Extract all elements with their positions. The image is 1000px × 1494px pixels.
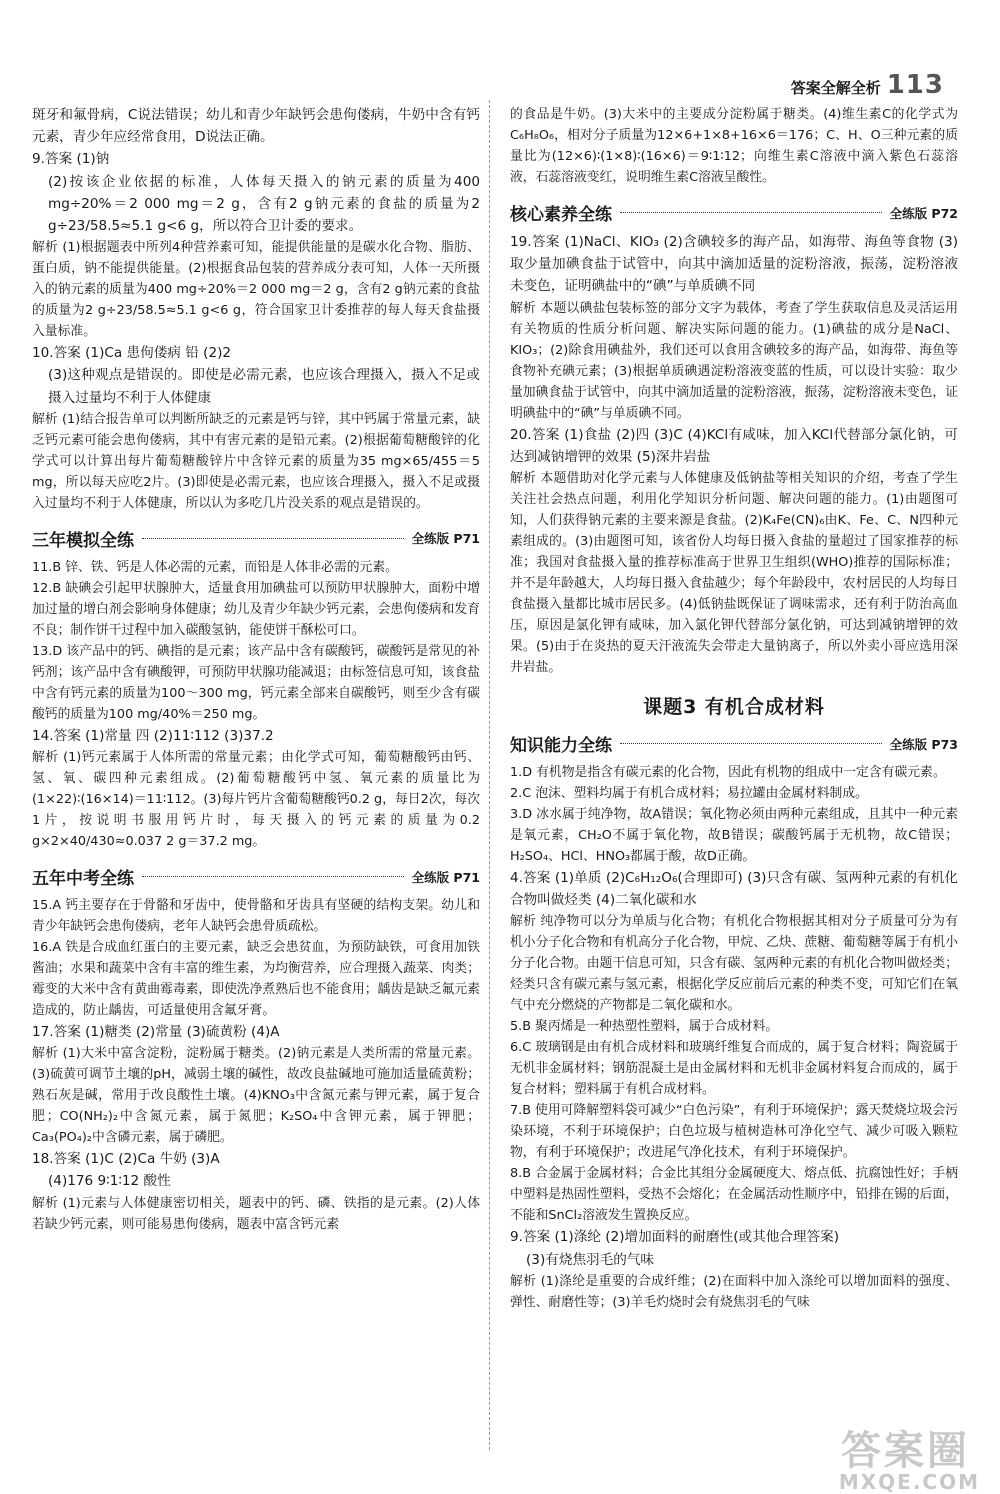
page-number: 113 xyxy=(886,70,944,100)
q11: 11.B 锌、铁、钙是人体必需的元素，而铅是人体非必需的元素。 xyxy=(32,559,398,575)
q17-explanation: 解析 (1)大米中富含淀粉，淀粉属于糖类。(2)钠元素是人类所需的常量元素。(3)硫黄可调节土壤的pH，减弱土壤的碱性，故改良盐碱地可施加适量硫黄粉；熟石灰是碱，常用于改良酸性土壤。(4)KNO₃中含氮元素与钾元素，属于复合肥；CO(NH₂)₂中含氮元素，属于氮肥；K₂SO₄中含钾元素，属于钾肥；Ca₃(PO₄)₂中含磷元素，属于磷肥。 xyxy=(32,1046,480,1146)
q14-explanation: 解析 (1)钙元素属于人体所需的常量元素；由化学式可知，葡萄糖酸钙由钙、氢、氧、碳四种元素组成。(2)葡萄糖酸钙中氢、氧元素的质量比为(1×22)∶(16×14)＝11∶112。(3)每片钙片含葡萄糖酸钙0.2 g，每日2次，每次1片，按说明书服用钙片时，每天摄入的钙元素的质量为0.2 g×2×40/430≈0.037 2 g＝37.2 mg。 xyxy=(32,750,480,850)
section-rule xyxy=(142,876,404,877)
q10-explanation: 解析 (1)结合报告单可以判断所缺乏的元素是钙与锌，其中钙属于常量元素，缺乏钙元素可能会患佝偻病，其中有害元素的是铅元素。(2)根据葡萄糖酸锌的化学式可以计算出每片葡萄糖酸锌片中含锌元素的质量为35 mg×65/455＝5 mg，所以每天应吃2片。(3)即使是必需元素，也应该合理摄入，摄入不足或摄入过量均不利于人体健康，所以认为多吃几片没关系的观点是错误的。 xyxy=(32,411,480,511)
q18-explanation-cont: 的食品是牛奶。(3)大米中的主要成分淀粉属于糖类。(4)维生素C的化学式为C₆H₈O₆，相对分子质量为12×6+1×8+16×6＝176；C、H、O三种元素的质量比为(12×6)∶(1×8)∶(16×6)＝9∶1∶12；向维生素C溶液中滴入紫色石蕊溶液，石蕊溶液变红，说明维生素C溶液呈酸性。 xyxy=(510,107,958,185)
q2: 2.C 泡沫、塑料均属于有机合成材料；易拉罐由金属材料制成。 xyxy=(510,786,868,802)
section-title: 三年模拟全练 xyxy=(32,530,134,551)
q9b-answer-3: (3)有烧焦羽毛的气味 xyxy=(526,1251,655,1268)
q9b-explanation: 解析 (1)涤纶是重要的合成纤维；(2)在面料中加入涤纶可以增加面料的强度、弹性、耐磨性等；(3)羊毛灼烧时会有烧焦羽毛的气味 xyxy=(510,1273,958,1310)
section-header xyxy=(32,526,480,551)
paragraph: 斑牙和氟骨病，C说法错误；幼儿和青少年缺钙会患佝偻病，牛奶中含有钙元素，青少年应经常食用，D说法正确。 xyxy=(32,107,480,146)
q4-explanation: 解析 纯净物可以分为单质与化合物；有机化合物根据其相对分子质量可分为有机小分子化合物和有机高分子化合物，甲烷、乙炔、蔗糖、葡萄糖等属于有机小分子化合物。由题干信息可知，只含有碳、氢两种元素的有机化合物叫做烃类；烃类只含有碳元素与氢元素，根据化学反应前后元素的种类不变，可知它们在氧气中充分燃烧的产物都是二氧化碳和水。 xyxy=(510,914,958,1014)
q18-explanation: 解析 (1)元素与人体健康密切相关，题表中的钙、磷、铁指的是元素。(2)人体若缺少钙元素，则可能易患佝偻病，题表中富含钙元素 xyxy=(32,1195,480,1232)
lesson-title: 课题3 有机合成材料 xyxy=(643,696,825,719)
q13: 13.D 该产品中的钙、碘指的是元素；该产品中含有碳酸钙，碳酸钙是常见的补钙剂；该产品中含有碘酸钾，可预防甲状腺功能减退；由标签信息可知，该食盐中含有钙元素的质量为100～300 mg，钙元素全部来自碳酸钙，则至少含有碳酸钙的质量为100 mg/40%＝250 mg。 xyxy=(32,643,480,722)
section-title: 五年中考全练 xyxy=(32,869,134,890)
q9-explanation: 解析 (1)根据题表中所列4种营养素可知，能提供能量的是碳水化合物、脂肪、蛋白质，钠不能提供能量。(2)根据食品包装的营养成分表可知，人体一天所摄入的钠元素的质量为400 mg÷20%＝2 000 mg＝2 g，含有2 g钠元素的食盐的质量为2 g÷23/58.5≈5.1 g<6 g，符合国家卫计委推荐的每人每天食盐摄入量标准。 xyxy=(32,240,480,340)
page-header xyxy=(791,70,944,100)
q17-answer: 17.答案 (1)糖类 (2)常量 (3)硫黄粉 (4)A xyxy=(32,1024,280,1041)
section-ref: 全练版 P71 xyxy=(411,869,480,885)
q14-answer: 14.答案 (1)常量 四 (2)11∶112 (3)37.2 xyxy=(32,727,274,744)
section-rule xyxy=(142,538,404,539)
q4-answer: 4.答案 (1)单质 (2)C₆H₁₂O₆(合理即可) (3)只含有碳、氢两种元素的有机化合物叫做烃类 (4)二氧化碳和水 xyxy=(510,870,958,909)
section-header xyxy=(32,864,480,889)
q1: 1.D 有机物是指含有碳元素的化合物，因此有机物的组成中一定含有碳元素。 xyxy=(510,765,946,781)
section-ref: 全练版 P71 xyxy=(411,531,480,547)
section-title: 核心素养全练 xyxy=(510,205,612,225)
q16: 16.A 铁是合成血红蛋白的主要元素，缺乏会患贫血，为预防缺铁，可食用加铁酱油；水果和蔬菜中含有丰富的维生素，为均衡营养，应合理摄入蔬菜、肉类；霉变的大米中含有黄曲霉毒素，即使洗净煮熟后也不能食用；龋齿是缺乏氟元素造成的，防止龋齿，可适量使用含氟牙膏。 xyxy=(32,940,480,1019)
q12: 12.B 缺碘会引起甲状腺肿大，适量食用加碘盐可以预防甲状腺肿大，面粉中增加过量的增白剂会影响身体健康；幼儿及青少年缺少钙元素，会患佝偻病和发育不良；制作饼干过程中加入碳酸氢钠，能使饼干酥松可口。 xyxy=(32,580,480,638)
watermark-logo: 答案圈 xyxy=(841,1428,970,1474)
q9b-answer: 9.答案 (1)涤纶 (2)增加面料的耐磨性(或其他合理答案) xyxy=(510,1229,840,1246)
header-title: 答案全解全析 xyxy=(790,79,881,97)
q15: 15.A 钙主要存在于骨骼和牙齿中，使骨骼和牙齿具有坚硬的结构支架。幼儿和青少年缺钙会患佝偻病，老年人缺钙会患骨质疏松。 xyxy=(32,898,480,935)
right-column xyxy=(510,104,958,1313)
q9-answer-2: (2)按该企业依据的标准，人体每天摄入的钠元素的质量为400 mg÷20%＝2 000 mg＝2 g，含有2 g钠元素的食盐的质量为2 g÷23/58.5≈5.1 g<6 g，所以符合卫计委的要求。 xyxy=(48,173,480,235)
q10-answer-3: (3)这种观点是错误的。即使是必需元素，也应该合理摄入，摄入不足或摄入过量均不利于人体健康 xyxy=(48,367,480,406)
q5: 5.B 聚丙烯是一种热塑性塑料，属于合成材料。 xyxy=(510,1019,779,1035)
q10-answer: 10.答案 (1)Ca 患佝偻病 铅 (2)2 xyxy=(32,345,232,362)
section-rule xyxy=(620,743,882,744)
section-header xyxy=(510,200,958,225)
q7: 7.B 使用可降解塑料袋可减少“白色污染”，有利于环境保护；露天焚烧垃圾会污染环境，不利于环境保护；白色垃圾与植树造林可净化空气、减少可吸入颗粒物，有利于环境保护；改进尾气净化技术，有利于环境保护。 xyxy=(510,1103,958,1161)
watermark-url: MXQE.COM xyxy=(838,1470,980,1494)
q19-explanation: 解析 本题以碘盐包装标签的部分文字为载体，考查了学生获取信息及灵活运用有关物质的性质分析问题、解决实际问题的能力。(1)碘盐的成分是NaCl、KIO₃；(2)除食用碘盐外，我们还可以食用含碘较多的海产品，如海带、海鱼等食物补充碘元素；(3)根据单质碘遇淀粉溶液变蓝的性质，可以设计实验：取少量加碘食盐于试管中，向其中滴加适量的淀粉溶液，振荡，淀粉溶液未变色，证明碘盐中的“碘”与单质碘不同。 xyxy=(510,300,958,421)
q3: 3.D 冰水属于纯净物，故A错误；氧化物必须由两种元素组成，且其中一种元素是氧元素，CH₂O不属于氧化物，故B错误；碳酸钙属于无机物，故C错误；H₂SO₄、HCl、HNO₃都属于酸，故D正确。 xyxy=(510,807,958,865)
q8: 8.B 合金属于金属材料；合金比其组分金属硬度大、熔点低、抗腐蚀性好；手柄中塑料是热固性塑料，受热不会熔化；在金属活动性顺序中，铅排在锡的后面，不能和SnCl₂溶液发生置换反应。 xyxy=(510,1166,958,1224)
q18-answer-4: (4)176 9∶1∶12 酸性 xyxy=(48,1173,171,1190)
section-rule xyxy=(620,212,882,213)
q20-answer: 20.答案 (1)食盐 (2)四 (3)C (4)KCl有咸味，加入KCl代替部分氯化钠，可达到减钠增钾的效果 (5)深井岩盐 xyxy=(510,426,958,465)
section-title: 知识能力全练 xyxy=(510,736,612,757)
q6: 6.C 玻璃钢是由有机合成材料和玻璃纤维复合而成的，属于复合材料；陶瓷属于无机非金属材料；钢筋混凝土是由金属材料和无机非金属材料复合而成的，属于复合材料；塑料属于有机合成材料。 xyxy=(510,1040,958,1098)
q19-answer: 19.答案 (1)NaCl、KIO₃ (2)含碘较多的海产品，如海带、海鱼等食物 (3)取少量加碘食盐于试管中，向其中滴加适量的淀粉溶液，振荡，淀粉溶液未变色，证明碘盐中的“碘”与单质碘不同 xyxy=(510,234,958,295)
q18-answer: 18.答案 (1)C (2)Ca 牛奶 (3)A xyxy=(32,1151,220,1168)
q20-explanation: 解析 本题借助对化学元素与人体健康及低钠盐等相关知识的介绍，考查了学生关注社会热点问题，利用化学知识分析问题、解决问题的能力。(1)由题图可知，人们获得钠元素的主要来源是食盐。(2)K₄Fe(CN)₆由K、Fe、C、N四种元素组成的。(3)由题图可知，该省份人均每日摄入食盐的量超过了国家推荐的标准；我国对食盐摄入量的推荐标准高于世界卫生组织(WHO)推荐的国际标准；并不是年龄越大，人均每日摄入食盐越少；每个年龄段中，农村居民的人均每日食盐摄入量都比城市居民多。(4)低钠盐既保证了调味需求，还有利于防治高血压，原因是氯化钾有咸味，加入氯化钾代替部分氯化钠，可达到减钠增钾的效果。(5)由于在炎热的夏天汗液流失会带走大量钠离子，所以外卖小哥应选用深井岩盐。 xyxy=(510,471,958,676)
q9-answer: 9.答案 (1)钠 xyxy=(32,151,110,168)
section-header xyxy=(510,731,958,756)
section-ref: 全练版 P73 xyxy=(889,736,958,752)
column-divider xyxy=(489,100,491,1450)
left-column xyxy=(32,104,480,1235)
section-ref: 全练版 P72 xyxy=(889,205,958,221)
